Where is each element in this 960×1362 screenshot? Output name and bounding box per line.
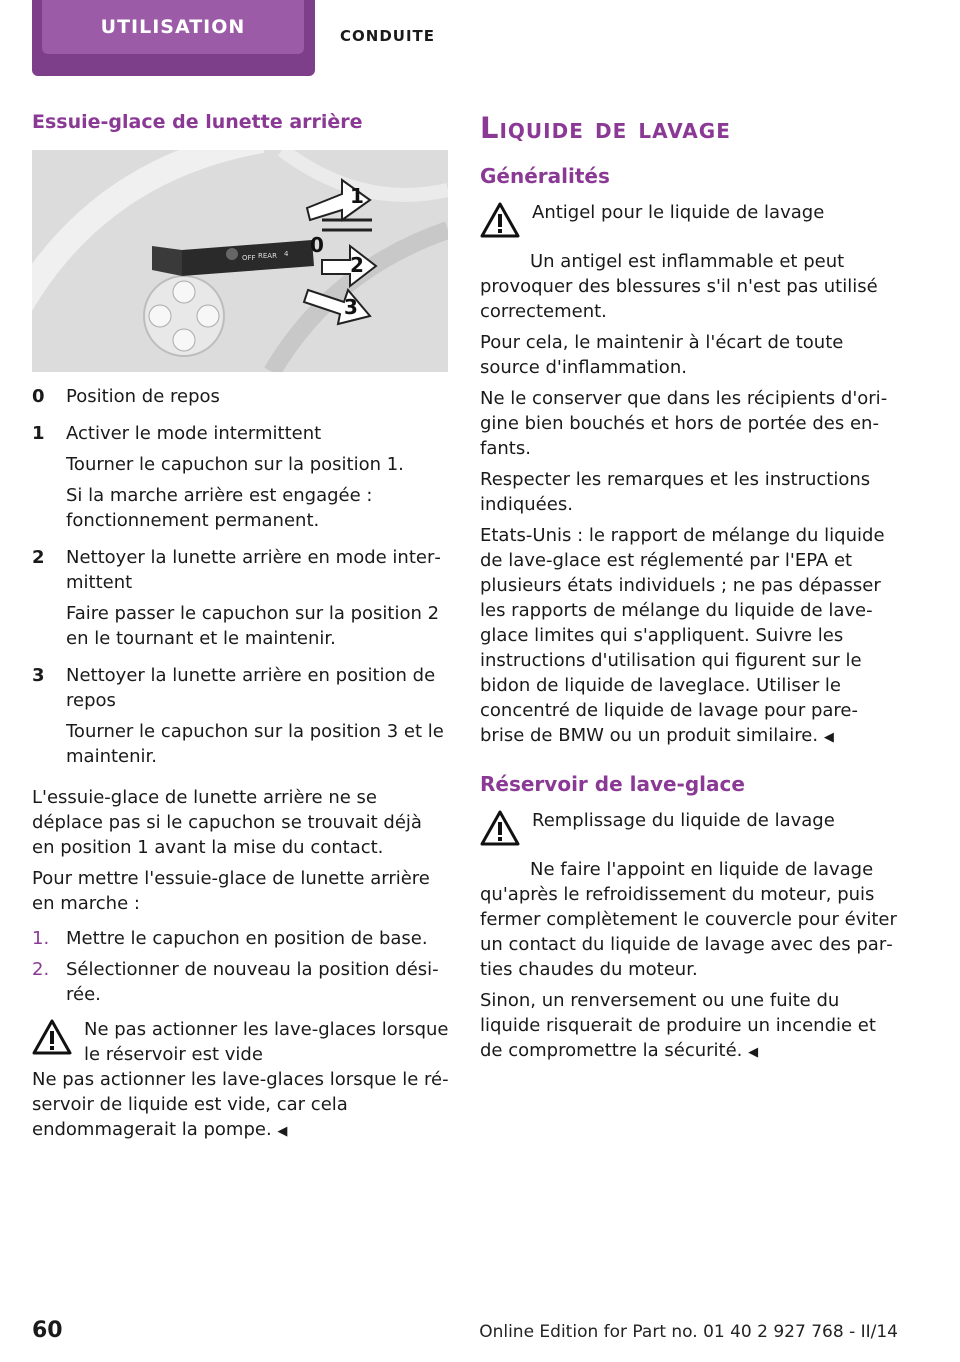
- page-number: 60: [32, 1318, 63, 1343]
- figure-label-3: 3: [344, 295, 358, 319]
- legend-text: Tourner le capuchon sur la position 3 et le maintenir.: [66, 721, 444, 767]
- edition-footer: Online Edition for Part no. 01 40 2 927 768 - II/14: [479, 1322, 898, 1342]
- warning-body: Un antigel est inflammable et peut provoquer des blessures s'il n'est pas utilisé correctement.: [480, 251, 878, 322]
- step-text: Mettre le capuchon en position de base.: [66, 928, 428, 949]
- legend-text: Nettoyer la lunette arrière en mode intermittent: [66, 547, 441, 593]
- tab-utilisation: [32, 0, 315, 76]
- step-item: [32, 926, 450, 951]
- step-text: Sélectionner de nouveau la position désirée.: [66, 959, 439, 1005]
- legend-text: Si la marche arrière est engagée : fonctionnement permanent.: [66, 485, 373, 531]
- steps-list: [32, 926, 450, 1007]
- subheading-general: Généralités: [480, 164, 610, 188]
- warning-body: [32, 1067, 450, 1144]
- legend-text: Faire passer le capuchon sur la position 2 en le tournant et le maintenir.: [66, 603, 440, 649]
- paragraph: Respecter les remarques et les instructions indiquées.: [480, 469, 871, 515]
- tab-utilisation-label: UTILISATION: [42, 0, 304, 54]
- legend-text: Tourner le capuchon sur la position 1.: [66, 454, 404, 475]
- stalk-label-off: OFF: [242, 254, 256, 262]
- paragraph: [480, 523, 900, 750]
- stalk-label-4: 4: [284, 250, 289, 258]
- end-mark-icon: ◀: [748, 1045, 759, 1060]
- legend-item: [32, 545, 450, 657]
- paragraph-text: Sinon, un renversement ou une fuite du liquide risquerait de produire un incendie et de compromettre la sécurité.: [480, 990, 876, 1061]
- warning-body: Ne faire l'appoint en liquide de lavage qu'après le refroidissement du moteur, puis fermer complètement le couvercle pour éviter un contact du liquide de lavage avec des parties chaudes du moteur.: [480, 859, 897, 980]
- paragraph: Ne le conserver que dans les récipients d'origine bien bouchés et hors de portée des enfants.: [480, 388, 888, 459]
- position-legend: [32, 384, 450, 775]
- warning-body-text: Ne pas actionner les lave-glaces lorsque le réservoir de liquide est vide, car cela endommagerait la pompe.: [32, 1069, 449, 1140]
- paragraph: [480, 988, 900, 1065]
- section-heading-rear-wiper: Essuie-glace de lunette arrière: [32, 111, 363, 133]
- figure-label-1: 1: [350, 184, 364, 208]
- warning-block: [480, 200, 900, 245]
- warning-icon: [32, 1017, 84, 1067]
- warning-block: [32, 1017, 450, 1067]
- step-number: 1.: [32, 928, 50, 949]
- legend-text: Activer le mode intermittent: [66, 423, 322, 444]
- paragraph: Pour mettre l'essuie-glace de lunette arrière en marche :: [32, 868, 430, 914]
- step-number: 2.: [32, 959, 50, 980]
- legend-item: [32, 663, 450, 775]
- figure-label-0: 0: [310, 233, 324, 257]
- warning-title: Ne pas actionner les lave-glaces lorsque le réservoir est vide: [84, 1019, 449, 1065]
- tab-conduite: CONDUITE: [340, 27, 436, 45]
- legend-number: 2: [32, 547, 45, 568]
- step-item: [32, 957, 450, 1007]
- legend-number: 1: [32, 423, 45, 444]
- warning-icon: [480, 808, 532, 853]
- warning-title: Remplissage du liquide de lavage: [532, 810, 835, 831]
- end-mark-icon: ◀: [823, 730, 834, 745]
- paragraph: L'essuie-glace de lunette arrière ne se déplace pas si le capuchon se trouvait déjà en position 1 avant la mise du contact.: [32, 787, 422, 858]
- stalk-label-rear: REAR: [258, 252, 277, 260]
- wiper-stalk-illustration: [32, 150, 448, 372]
- section-heading-washer-fluid: Liquide de lavage: [480, 111, 731, 145]
- legend-item: [32, 421, 450, 539]
- warning-icon: [480, 200, 532, 245]
- legend-number: 3: [32, 665, 45, 686]
- legend-text: Nettoyer la lunette arrière en position de repos: [66, 665, 436, 711]
- left-column: [32, 108, 450, 1150]
- legend-number: 0: [32, 386, 45, 407]
- paragraph: Pour cela, le maintenir à l'écart de toute source d'inflammation.: [480, 332, 844, 378]
- legend-item: [32, 384, 450, 415]
- legend-text: Position de repos: [66, 386, 220, 407]
- end-mark-icon: ◀: [277, 1124, 288, 1139]
- right-column: [480, 108, 900, 1071]
- paragraph-text: Etats-Unis : le rapport de mélange du liquide de lave-glace est réglementé par l'EPA et plusieurs états individuels ; ne pas dépasser les rapports de mélange du liquide de lave-glace limites qui s'appliquent. Suivre les instructions d'utilisation qui figurent sur le bidon de liquide de laveglace. Utiliser le concentré de liquide de lavage pour pare-brise de BMW ou un produit similaire.: [480, 525, 885, 746]
- warning-block: [480, 808, 900, 853]
- warning-title: Antigel pour le liquide de lavage: [532, 202, 825, 223]
- wiper-stalk-figure: [32, 150, 448, 372]
- subheading-reservoir: Réservoir de lave-glace: [480, 772, 745, 796]
- figure-label-2: 2: [350, 253, 364, 277]
